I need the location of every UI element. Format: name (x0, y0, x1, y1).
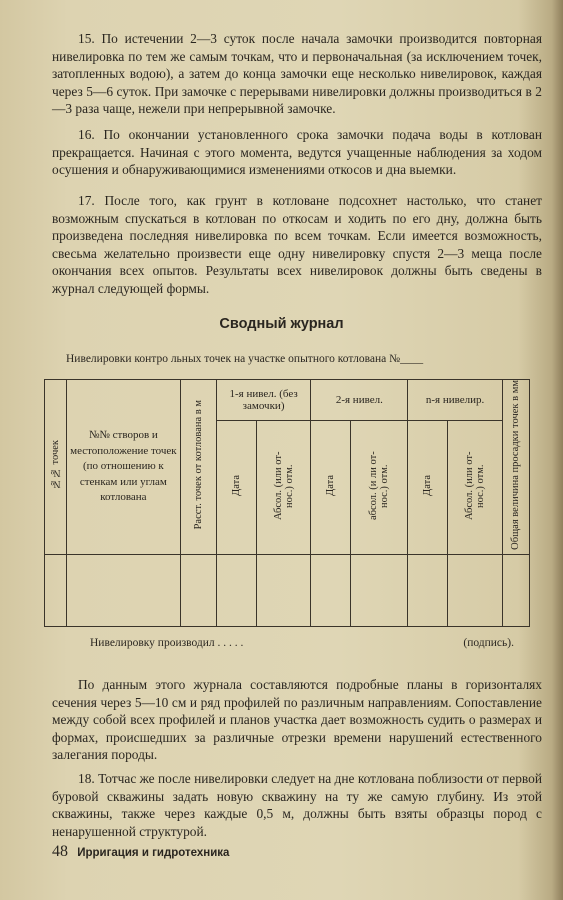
summary-journal-table (44, 379, 530, 627)
journal-subtitle: Нивелировки контро льных точек на участке опытного котлована №____ (66, 353, 424, 365)
signature-label: (подпись). (463, 637, 514, 649)
col-date-1: Дата (216, 421, 256, 555)
col-total-settlement: Общая величина просадки точек в мм (502, 380, 529, 555)
paragraph-after-table: По данным этого журнала составляются подробные планы в горизонталях сечения через 5—10 см и ряд профилей по различным направлениям. Сопоставление между собой всех профилей и планов участка дает возможность судить о размерах и формах, происшедших за различные отрезки времени нарушений естественного залегания породы. (52, 677, 542, 763)
table-body-row (45, 554, 530, 626)
col-abs-n: Абсол. (или от- нос.) отм. (448, 421, 503, 555)
col-level-1: 1-я нивел. (без замочки) (216, 380, 311, 421)
col-location: №№ створов и местоположение точек (по отношению к стенкам или углам котлована (66, 380, 180, 555)
paragraph-16: 16. По окончании установленного срока замочки подача воды в котлован прекращается. Начиная с этого момента, ведутся учащенные наблюдения за ходом осушения и обнаруживающимися изменениями откосов и дна выемки. (52, 127, 542, 178)
col-abs-1: Абсол. (или от- нос.) отм. (256, 421, 311, 555)
journal-name: Ирригация и гидротехника (77, 847, 230, 859)
paragraph-15: 15. По истечении 2—3 суток после начала замочки производится повторная нивелировка по тем же самым точкам, что и первоначальная (за исключением точек, затопленных водою), а затем до конца замочки еще несколько нивелировок, каждая через 5—6 суток. При замочке с перерывами нивелировки должны производиться в 2—3 раза чаще, нежели при непрерывной замочке. (52, 31, 542, 117)
page-footer (52, 843, 229, 861)
col-date-2: Дата (311, 421, 351, 555)
signature-line-label: Нивелировку производил . . . . . (90, 637, 244, 649)
col-level-2: 2-я нивел. (311, 380, 408, 421)
journal-title: Сводный журнал (219, 316, 344, 332)
page-number: 48 (52, 843, 68, 860)
paragraph-18: 18. Тотчас же после нивелировки следует на дне котлована поблизости от первой буровой скважины задать новую скважину на ту же самую глубину. Из этой скважины, также через каждые 0,5 м, должны быть взяты образцы пород с ненарушенной структурой. (52, 771, 542, 839)
col-point-number: №№ точек (45, 380, 67, 555)
signature-line (90, 637, 520, 649)
col-level-n: n-я нивелир. (408, 380, 503, 421)
col-date-n: Дата (408, 421, 448, 555)
col-abs-2: абсол. (и ли от- нос.) отм. (351, 421, 408, 555)
paragraph-17: 17. После того, как грунт в котловане подсохнет настолько, что станет возможным спускаться в котлован по откосам и ходить по его дну, должна быть произведена последняя нивелировка по всем точкам. Если имеется возможность, свесьма желательно произвести еще одну нивелировку спустя 2—3 меща после окончания всех опытов. Результаты всех нивелировок должны быть сведены в журнал следующей формы. (52, 193, 542, 296)
col-distance: Расст. точек от котлована в м (180, 380, 216, 555)
